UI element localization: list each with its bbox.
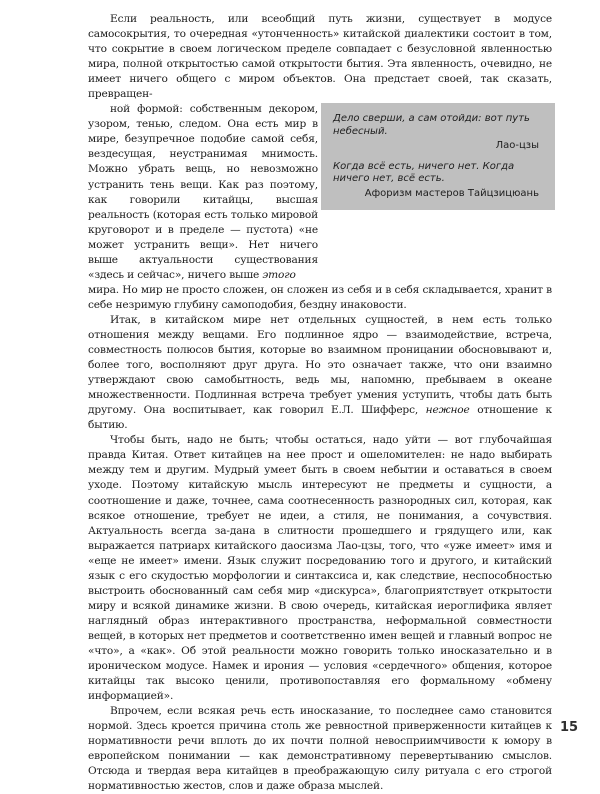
paragraph-4: Впрочем, если всякая речь есть иносказание, то последнее само становится нормой. Здесь кроется причина столь же ревностной приверженности китайцев к нормативности речи вплоть до их почти полной невосприимчивости к юмору в европейском понимании — как демонстративному перевертыванию смыслов. Отсюда и твердая вера китайцев в преображающую силу ритуала с его строгой нормативностью жестов, слов и даже образа мыслей. [88,705,552,793]
paragraph-1-tail: мира. Но мир не просто сложен, он сложен из себя и в себя складывается, хранит в себе незримую глубину самоподобия, бездну инаковости. [88,283,552,311]
epigraph-box [321,103,555,210]
paragraph-2-end: отношение к бытию. [88,404,553,432]
quote-laozi: Дело сверши, а сам отойди: вот путь небесный. [333,113,530,137]
paragraph-2 [88,313,552,433]
attribution-laozi: Лао-цзы [495,140,539,151]
quote-taijiquan: Когда всё есть, ничего нет. Когда ничего нет, всё есть. [333,160,515,184]
paragraph-2-text: Итак, в китайском мире нет отдельных сущностей, в нем есть только отношения между вещами. Его подлинное ядро — взаимодействие, встреча, совместность полюсов бытия, которые во взаимном проницании обосновывают и, более того, восполняют друг друга. Но это означает также, что они взаимно утверждают свою самобытность, ведь мы, напомню, пребываем в океане множественности. Подлинная встреча требует умения уступить, чтобы дать быть другому. Она воспитывает, как говорил Е.Л. Шифферс, [88,313,552,417]
paragraph-1-narrow [88,102,318,283]
emphasis-this: этого [262,268,296,281]
emphasis-tender: нежное [425,404,470,417]
paragraph-1-narrow-text: ной формой: собственным декором, узором, тенью, следом. Она есть мир в мире, безупречное подобие самой себя, вездесущая, неустранимая мнимость. Можно убрать вещь, но невозможно устранить тень вещи. Как раз поэтому, как говорили китайцы, высшая реальность (которая есть только мировой круговорот и в пределе — пустота) «не может устранить вещи». Нет ничего выше актуальности существования «здесь и сейчас», ничего выше [88,103,318,281]
attribution-taijiquan: Афоризм мастеров Тайцзицюань [364,187,539,199]
page-number: 15 [560,720,579,735]
paragraph-1-full-width: Если реальность, или всеобщий путь жизни, существует в модусе самосокрытия, то очередная «утонченность» китайской диалектики состоит в том, что сокрытие в своем логическом пределе совпадает с безусловной явленностью мира, полной открытостью самой открытости бытия. Эта явленность, очевидно, не имеет ничего общего с миром объектов. Она предстает своей, так сказать, превращен- [88,13,552,101]
paragraph-3: Чтобы быть, надо не быть; чтобы остаться, надо уйти — вот глубочайшая правда Китая. Ответ китайцев на нее прост и ошеломителен: не надо выбирать между тем и другим. Мудрый умеет быть в своем небытии и оставаться в своем уходе. Поэтому китайскую мысль интересуют не предметы и сущности, а соотношение и даже, точнее, сама соотнесенность разнородных сил, которая, как всякое отношение, требует не идеи, а стиля, не понимания, а сочувствия. Актуальность всегда за-дана в слитности прошедшего и грядущего или, как выражается патриарх китайского даосизма Лао-цзы, того, что «уже имеет» имя и «еще не имеет» имени. Язык служит посредованию того и другого, и китайский язык с его скудостью морфологии и синтаксиса и, как следствие, неспособностью выстроить обоснованный сам себя мир «дискурса», благоприятствует открытости миру и всякой динамике жизни. В свою очередь, китайская иероглифика являет наглядный образ интерактивного пространства, неформальной совместности вещей, в которых нет предметов и соответственно имен вещей и главный вопрос не «что», а «как». Об этой реальности можно говорить только иносказательно и в ироническом модусе. Намек и ирония — условия «сердечного» общения, которое китайцы так высоко ценили, противопоставляя его формальному «обмену информацией». [88,434,552,703]
